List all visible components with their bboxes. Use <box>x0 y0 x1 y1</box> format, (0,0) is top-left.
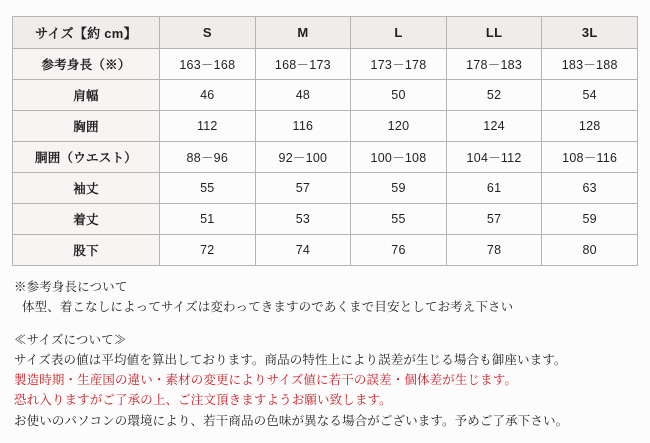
note-size-line-2: 製造時期・生産国の違い・素材の変更によりサイズ値に若干の誤差・個体差が生じます。 <box>14 373 518 387</box>
cell-sleeve-l: 59 <box>351 173 447 204</box>
note-size-line-1: サイズ表の値は平均値を算出しております。商品の特性上により誤差が生じる場合も御座います。 <box>14 352 567 367</box>
cell-chest-l: 120 <box>351 111 447 142</box>
cell-inseam-3l: 80 <box>542 235 638 266</box>
row-label-sleeve: 袖丈 <box>13 173 160 204</box>
column-header-ll: LL <box>446 17 542 49</box>
note-height-body: 体型、着こなしによってサイズは変わってきますのであくまで目安としてお考え下さい <box>22 300 514 315</box>
cell-length-s: 51 <box>160 204 256 235</box>
row-label-shoulder: 肩幅 <box>13 80 160 111</box>
notes-section <box>14 277 639 431</box>
cell-chest-m: 116 <box>255 111 351 142</box>
cell-sleeve-ll: 61 <box>446 173 542 204</box>
row-label-waist: 胴囲（ウエスト） <box>13 142 160 173</box>
table-row <box>13 173 638 204</box>
cell-waist-s: 88－96 <box>160 142 256 173</box>
cell-length-l: 55 <box>351 204 447 235</box>
cell-length-m: 53 <box>255 204 351 235</box>
row-label-chest: 胸囲 <box>13 111 160 142</box>
table-row <box>13 80 638 111</box>
cell-height-3l: 183－188 <box>542 49 638 80</box>
cell-waist-ll: 104－112 <box>446 142 542 173</box>
row-label-inseam: 股下 <box>13 235 160 266</box>
note-size-heading: ≪サイズについて≫ <box>14 332 127 347</box>
cell-shoulder-l: 50 <box>351 80 447 111</box>
size-table-container <box>12 16 638 266</box>
column-header-l: L <box>351 17 447 49</box>
column-header-m: M <box>255 17 351 49</box>
cell-waist-m: 92－100 <box>255 142 351 173</box>
note-size-line-4: お使いのパソコンの環境により、若干商品の色味が異なる場合がございます。予めご了承下さい。 <box>14 413 569 428</box>
table-row <box>13 111 638 142</box>
cell-chest-3l: 128 <box>542 111 638 142</box>
table-row <box>13 204 638 235</box>
cell-shoulder-m: 48 <box>255 80 351 111</box>
table-row <box>13 49 638 80</box>
cell-shoulder-ll: 52 <box>446 80 542 111</box>
cell-height-s: 163－168 <box>160 49 256 80</box>
cell-waist-l: 100－108 <box>351 142 447 173</box>
cell-waist-3l: 108－116 <box>542 142 638 173</box>
cell-chest-ll: 124 <box>446 111 542 142</box>
row-label-length: 着丈 <box>13 204 160 235</box>
cell-chest-s: 112 <box>160 111 256 142</box>
note-height-heading: ※参考身長について <box>14 280 128 294</box>
cell-sleeve-m: 57 <box>255 173 351 204</box>
cell-inseam-m: 74 <box>255 235 351 266</box>
table-row <box>13 142 638 173</box>
cell-shoulder-s: 46 <box>160 80 256 111</box>
table-row <box>13 235 638 266</box>
cell-height-ll: 178－183 <box>446 49 542 80</box>
column-header-3l: 3L <box>542 17 638 49</box>
table-corner-label: サイズ【約 cm】 <box>13 17 160 49</box>
cell-inseam-ll: 78 <box>446 235 542 266</box>
cell-height-m: 168－173 <box>255 49 351 80</box>
cell-sleeve-3l: 63 <box>542 173 638 204</box>
cell-length-3l: 59 <box>542 204 638 235</box>
column-header-s: S <box>160 17 256 49</box>
size-table <box>12 16 638 266</box>
note-size-line-3: 恐れ入りますがご了承の上、ご注文頂きますようお願い致します。 <box>14 393 392 408</box>
row-label-height: 参考身長（※） <box>13 49 160 80</box>
cell-length-ll: 57 <box>446 204 542 235</box>
cell-sleeve-s: 55 <box>160 173 256 204</box>
cell-inseam-s: 72 <box>160 235 256 266</box>
cell-shoulder-3l: 54 <box>542 80 638 111</box>
cell-height-l: 173－178 <box>351 49 447 80</box>
notes-about-size <box>14 330 639 431</box>
table-header-row <box>13 17 638 49</box>
cell-inseam-l: 76 <box>351 235 447 266</box>
